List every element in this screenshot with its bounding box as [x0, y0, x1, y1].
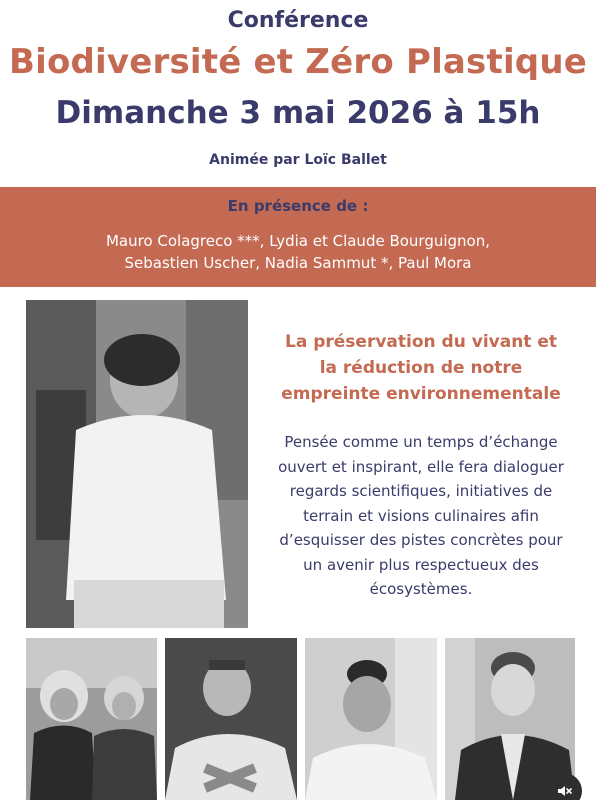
event-date: Dimanche 3 mai 2026 à 15h	[55, 95, 541, 131]
guests-line-1: Mauro Colagreco ***, Lydia et Claude Bourguignon,	[105, 232, 491, 250]
chef-portrait-photo	[26, 300, 248, 628]
description-line: regards scientifiques, initiatives de	[289, 482, 553, 500]
chef-woman-portrait-photo	[305, 638, 437, 800]
guests-line-2: Sebastien Uscher, Nadia Sammut *, Paul Mora	[124, 254, 472, 272]
event-title: Biodiversité et Zéro Plastique	[8, 42, 588, 82]
description-line: terrain et visions culinaires afin	[303, 506, 539, 525]
content-subtitle	[262, 329, 580, 407]
description-line: ouvert et inspirant, elle fera dialoguer	[278, 457, 564, 476]
description-line: un avenir plus respectueux des	[303, 555, 539, 574]
guests-heading: En présence de :	[227, 197, 369, 215]
event-type: Conférence	[227, 8, 369, 33]
subtitle-line: La préservation du vivant et	[285, 332, 557, 352]
description-line: écosystèmes.	[369, 580, 473, 598]
subtitle-line: empreinte environnementale	[281, 384, 561, 404]
couple-portrait-photo	[26, 638, 157, 800]
man-portrait-photo	[165, 638, 297, 800]
speaker-muted-icon	[556, 783, 572, 799]
event-host: Animée par Loïc Ballet	[209, 152, 387, 168]
guests-band	[0, 187, 596, 287]
subtitle-line: la réduction de notre	[319, 358, 523, 378]
poster-header	[0, 0, 596, 187]
content-description	[262, 430, 580, 602]
mute-toggle-button[interactable]	[546, 773, 582, 800]
description-line: Pensée comme un temps d’échange	[284, 433, 558, 451]
description-line: d’esquisser des pistes concrètes pour	[279, 531, 563, 549]
